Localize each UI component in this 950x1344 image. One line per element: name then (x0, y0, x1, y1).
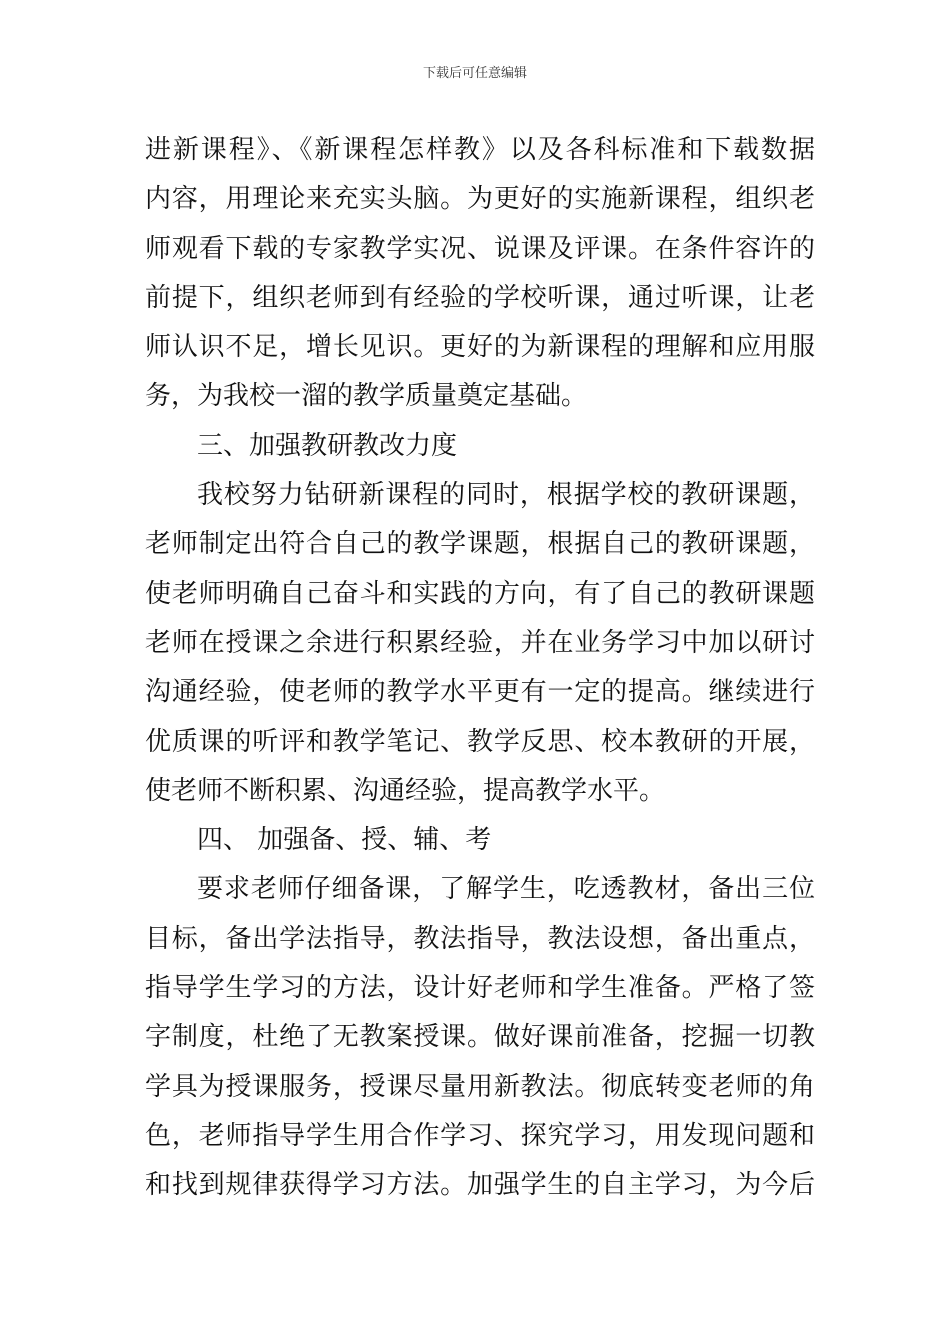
text-line: 我校努力钻研新课程的同时，根据学校的教研课题， (197, 480, 815, 511)
text-line: 内容，用理论来充实头脑。为更好的实施新课程，组织老 (145, 184, 815, 215)
text-line: 和找到规律获得学习方法。加强学生的自主学习，为今后 (145, 1170, 815, 1201)
page-header: 下载后可任意编辑 (422, 66, 527, 81)
text-line: 学具为授课服务，授课尽量用新教法。彻底转变老师的角 (145, 1071, 815, 1102)
section-heading: 三、加强教研教改力度 (197, 430, 458, 461)
text-line: 师观看下载的专家教学实况、说课及评课。在条件容许的 (145, 233, 815, 264)
text-line: 沟通经验，使老师的教学水平更有一定的提高。继续进行 (145, 677, 815, 708)
text-line: 务，为我校一溜的教学质量奠定基础。 (145, 381, 588, 412)
text-line: 色，老师指导学生用合作学习、探究学习，用发现问题和 (145, 1120, 815, 1151)
text-line: 老师在授课之余进行积累经验，并在业务学习中加以研讨 (145, 627, 815, 658)
text-line: 老师制定出符合自己的教学课题，根据自己的教研课题， (145, 529, 815, 560)
text-line: 要求老师仔细备课，了解学生，吃透教材，备出三位 (197, 874, 815, 905)
section-heading: 四、 加强备、授、辅、考 (197, 825, 492, 856)
text-line: 师认识不足，增长见识。更好的为新课程的理解和应用服 (145, 332, 815, 363)
text-line: 目标，备出学法指导，教法指导，教法设想，备出重点， (145, 923, 815, 954)
text-line: 使老师不断积累、沟通经验，提高教学水平。 (145, 775, 666, 806)
text-line: 优质课的听评和教学笔记、教学反思、校本教研的开展， (145, 726, 815, 757)
text-line: 进新课程》、《新课程怎样教》以及各科标准和下载数据 (145, 135, 815, 165)
text-line: 使老师明确自己奋斗和实践的方向，有了自己的教研课题 (145, 578, 815, 609)
text-line: 前提下，组织老师到有经验的学校听课，通过听课，让老 (145, 282, 815, 313)
text-line: 字制度，杜绝了无教案授课。做好课前准备，挖掘一切教 (145, 1022, 815, 1053)
text-line: 指导学生学习的方法，设计好老师和学生准备。严格了签 (145, 973, 815, 1004)
document-body (145, 126, 815, 1211)
